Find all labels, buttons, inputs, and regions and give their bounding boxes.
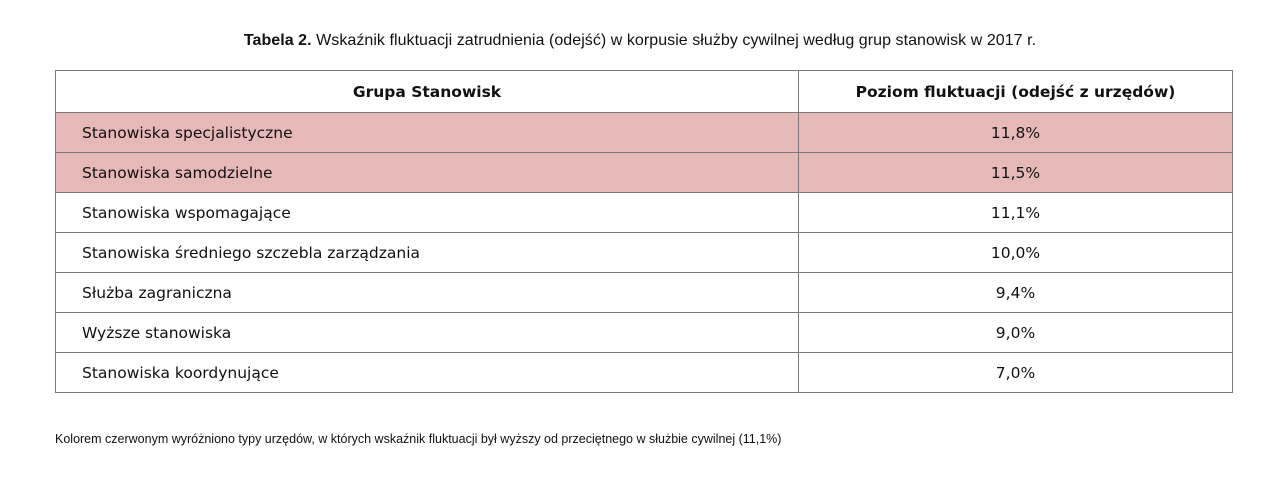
cell-value: 9,0% [799, 313, 1233, 353]
header-group: Grupa Stanowisk [56, 71, 799, 113]
cell-group: Służba zagraniczna [56, 273, 799, 313]
footnote: Kolorem czerwonym wyróżniono typy urzędów, w których wskaźnik fluktuacji był wyższy od przeciętnego w służbie cywilnej (11,1%) [55, 432, 782, 446]
header-level: Poziom fluktuacji (odejść z urzędów) [799, 71, 1233, 113]
cell-value: 11,5% [799, 153, 1233, 193]
table-row [56, 113, 1233, 153]
table-row [56, 273, 1233, 313]
cell-value: 10,0% [799, 233, 1233, 273]
cell-group: Stanowiska koordynujące [56, 353, 799, 393]
table-caption [0, 32, 1280, 50]
cell-group: Stanowiska specjalistyczne [56, 113, 799, 153]
cell-value: 11,8% [799, 113, 1233, 153]
table-row [56, 313, 1233, 353]
cell-group: Stanowiska samodzielne [56, 153, 799, 193]
cell-value: 7,0% [799, 353, 1233, 393]
cell-group: Stanowiska średniego szczebla zarządzania [56, 233, 799, 273]
table-row [56, 193, 1233, 233]
table-row [56, 153, 1233, 193]
cell-value: 9,4% [799, 273, 1233, 313]
caption-label: Tabela 2. [243, 32, 312, 49]
fluctuation-table [55, 70, 1233, 393]
caption-text: Wskaźnik fluktuacji zatrudnienia (odejść) w korpusie służby cywilnej według grup stanowisk w 2017 r. [311, 32, 1037, 49]
cell-group: Wyższe stanowiska [56, 313, 799, 353]
cell-group: Stanowiska wspomagające [56, 193, 799, 233]
cell-value: 11,1% [799, 193, 1233, 233]
table-header-row [56, 71, 1233, 113]
table-row [56, 353, 1233, 393]
table-row [56, 233, 1233, 273]
